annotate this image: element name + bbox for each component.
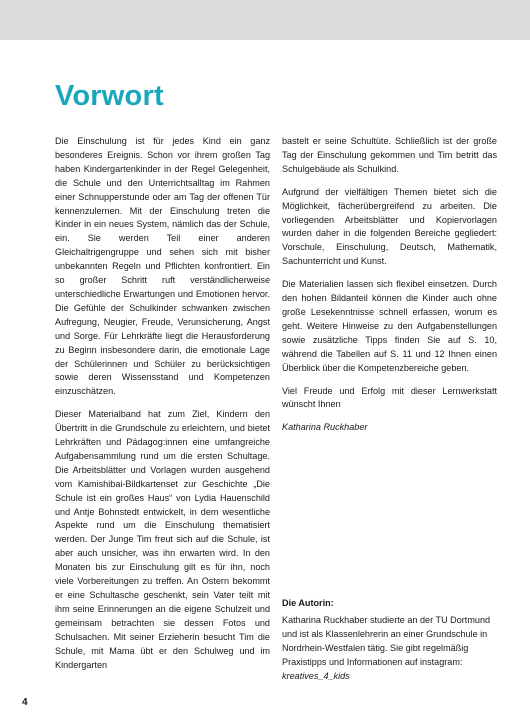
paragraph-continuation: bastelt er seine Schultüte. Schließlich ist der große Tag der Einschulung gekommen und Tim betritt das Schulgebäude als Schulkind. (282, 136, 497, 174)
instagram-handle: kreatives_4_kids (282, 670, 350, 681)
header-band (0, 0, 530, 40)
left-column (55, 135, 270, 681)
right-column (282, 135, 497, 444)
author-box (282, 597, 497, 683)
author-heading: Die Autorin: (282, 598, 334, 608)
paragraph-usage: Die Materialien lassen sich flexibel einsetzen. Durch den hohen Bildanteil können die Kinder auch ohne große Lesekenntnisse schnell erfassen, worum es geht. Weitere Hinweise zu den Aufgabenstellungen sowie zusätzliche Tipps finden Sie auf S. 10, während die Tabellen auf S. 11 und 12 Ihnen einen Überblick über die Kompetenzbereiche geben. (282, 279, 497, 373)
paragraph-intro: Die Einschulung ist für jedes Kind ein ganz besonderes Ereignis. Schon vor ihrem großen Tag haben Kindergartenkinder in der Regel Gelegenheit, die Schule und den Unterrichtsalltag im Rahmen einer Schnupperstunde oder am Tag der offenen Tür kennenzulernen. Mit der Einschulung treten die Kinder in ein neues System, nämlich das der Schule, ein. Sie werden Teil einer anderen Gleichaltrigengruppe und sehen sich mit bisher unbekannten Regeln und Pflichten konfrontiert. Ein so großer Schritt ruft verständlicherweise unterschiedliche Erwartungen und Emotionen hervor. Die Gefühle der Schulkinder schwanken zwischen Aufregung, Neugier, Freude, Verunsicherung, Angst und Sorge. Für Lehrkräfte liegt die Herausforderung zu Beginn insbesondere darin, die emotionale Lage der Schülerinnen und Schüler zu berücksichtigen sowie deren Wissensstand und Kompetenzen einzuschätzen. (55, 136, 270, 397)
author-bio (282, 614, 497, 684)
paragraph-material: Dieser Materialband hat zum Ziel, Kindern den Übertritt in die Grundschule zu erleichtern, und bietet Lehrkräften und Pädagog:innen eine umfangreiche Aufgabensammlung rund um die ersten Schultage. Die Arbeitsblätter und Vorlagen wurden ausgehend vom Kamishibai-Bildkartenset zur Geschichte „Die Schule ist ein großes Haus“ von Lydia Hauenschild und Antje Bohnstedt entwickelt, in dem wesentliche Aspekte rund um die Einschulung thematisiert werden. Der Junge Tim freut sich auf die Schule, ist aber auch unsicher, was ihn erwarten wird. In den Monaten bis zur Einschulung gilt es für ihn, noch viele Vorbereitungen zu treffen. An Ostern bekommt er eine Schultasche geschenkt, sein Vater teilt mit ihm seine Erinnerungen an die eigene Schulzeit und gemeinsam betrachten sie dessen Fotos und Schulsachen. Mit seiner Erzieherin besucht Tim die Schule, mit Mama übt er den Schulweg und im Kindergarten (55, 409, 270, 670)
paragraph-closing: Viel Freude und Erfolg mit dieser Lernwerkstatt wünscht Ihnen (282, 385, 497, 410)
page-number: 4 (22, 697, 28, 708)
paragraph-themes: Aufgrund der vielfältigen Themen bietet sich die Möglichkeit, fächerübergreifend zu arbeiten. Die vorliegenden Arbeitsblätter und Kopiervorlagen wurden daher in die folgenden Bereiche gegliedert: Vorschule, Einschulung, Deutsch, Mathematik, Sachunterricht und Kunst. (282, 186, 497, 267)
author-bio-text: Katharina Ruckhaber studierte an der TU Dortmund und ist als Klassenlehrerin an einer Grundschule in Nordrhein-Westfalen tätig. Sie gibt regelmäßig Praxistipps und Informationen auf instagram: (282, 614, 491, 667)
page-title: Vorwort (55, 80, 164, 112)
signature: Katharina Ruckhaber (282, 422, 368, 433)
